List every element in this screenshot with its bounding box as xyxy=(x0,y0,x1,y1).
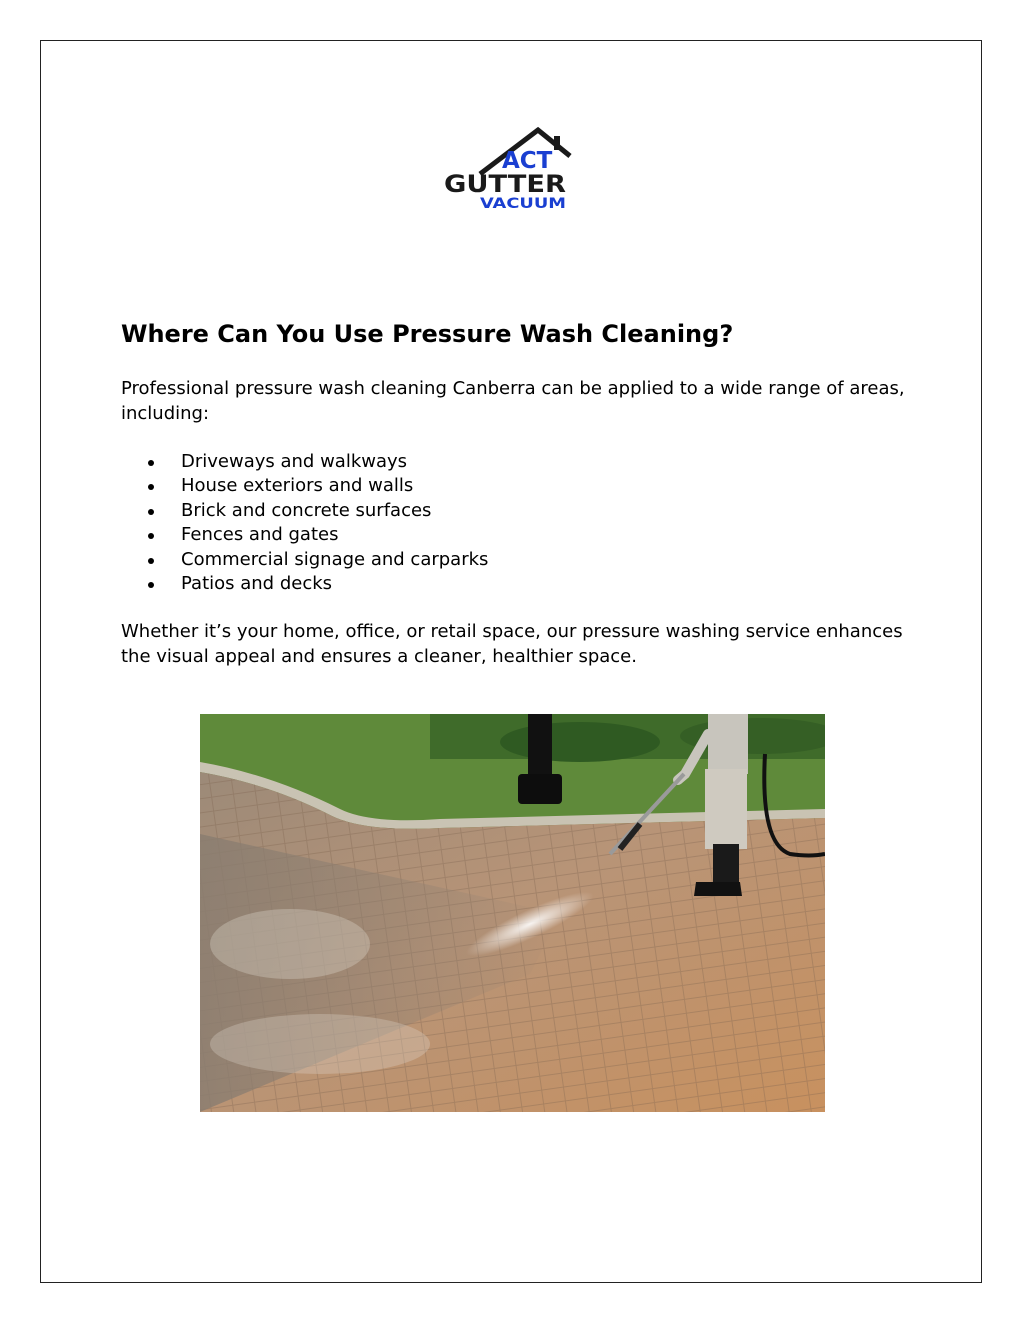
list-item-text: House exteriors and walls xyxy=(181,475,414,497)
areas-list xyxy=(121,450,488,596)
bullet-icon xyxy=(148,533,154,539)
list-item xyxy=(121,523,488,547)
outro-paragraph: Whether it’s your home, office, or retail space, our pressure washing service enhances the visual appeal and ensures a cleaner, healthier space. xyxy=(121,621,903,667)
pressure-washing-photo xyxy=(200,714,825,1112)
logo-line-gutter: GUTTER xyxy=(444,170,566,198)
list-item-text: Fences and gates xyxy=(181,524,339,546)
list-item xyxy=(121,499,488,523)
list-item-text: Brick and concrete surfaces xyxy=(181,499,432,521)
intro-paragraph: Professional pressure wash cleaning Canberra can be applied to a wide range of areas, including: xyxy=(121,378,905,424)
logo-line-vacuum: VACUUM xyxy=(480,196,566,212)
list-item-text: Commercial signage and carparks xyxy=(181,548,489,570)
page-title: Where Can You Use Pressure Wash Cleaning? xyxy=(121,320,734,348)
list-item xyxy=(121,450,488,474)
bullet-icon xyxy=(148,484,154,490)
list-item xyxy=(121,474,488,498)
bullet-icon xyxy=(148,582,154,588)
list-item-text: Driveways and walkways xyxy=(181,451,408,472)
logo-line-act: ACT xyxy=(502,148,553,174)
bullet-icon xyxy=(148,509,154,515)
list-item-text: Patios and decks xyxy=(181,573,333,595)
bullet-icon xyxy=(148,558,154,564)
bullet-icon xyxy=(148,460,154,466)
company-logo xyxy=(440,126,576,216)
list-item xyxy=(121,548,488,572)
list-item xyxy=(121,572,488,596)
house-roof-logo-icon xyxy=(440,126,576,216)
